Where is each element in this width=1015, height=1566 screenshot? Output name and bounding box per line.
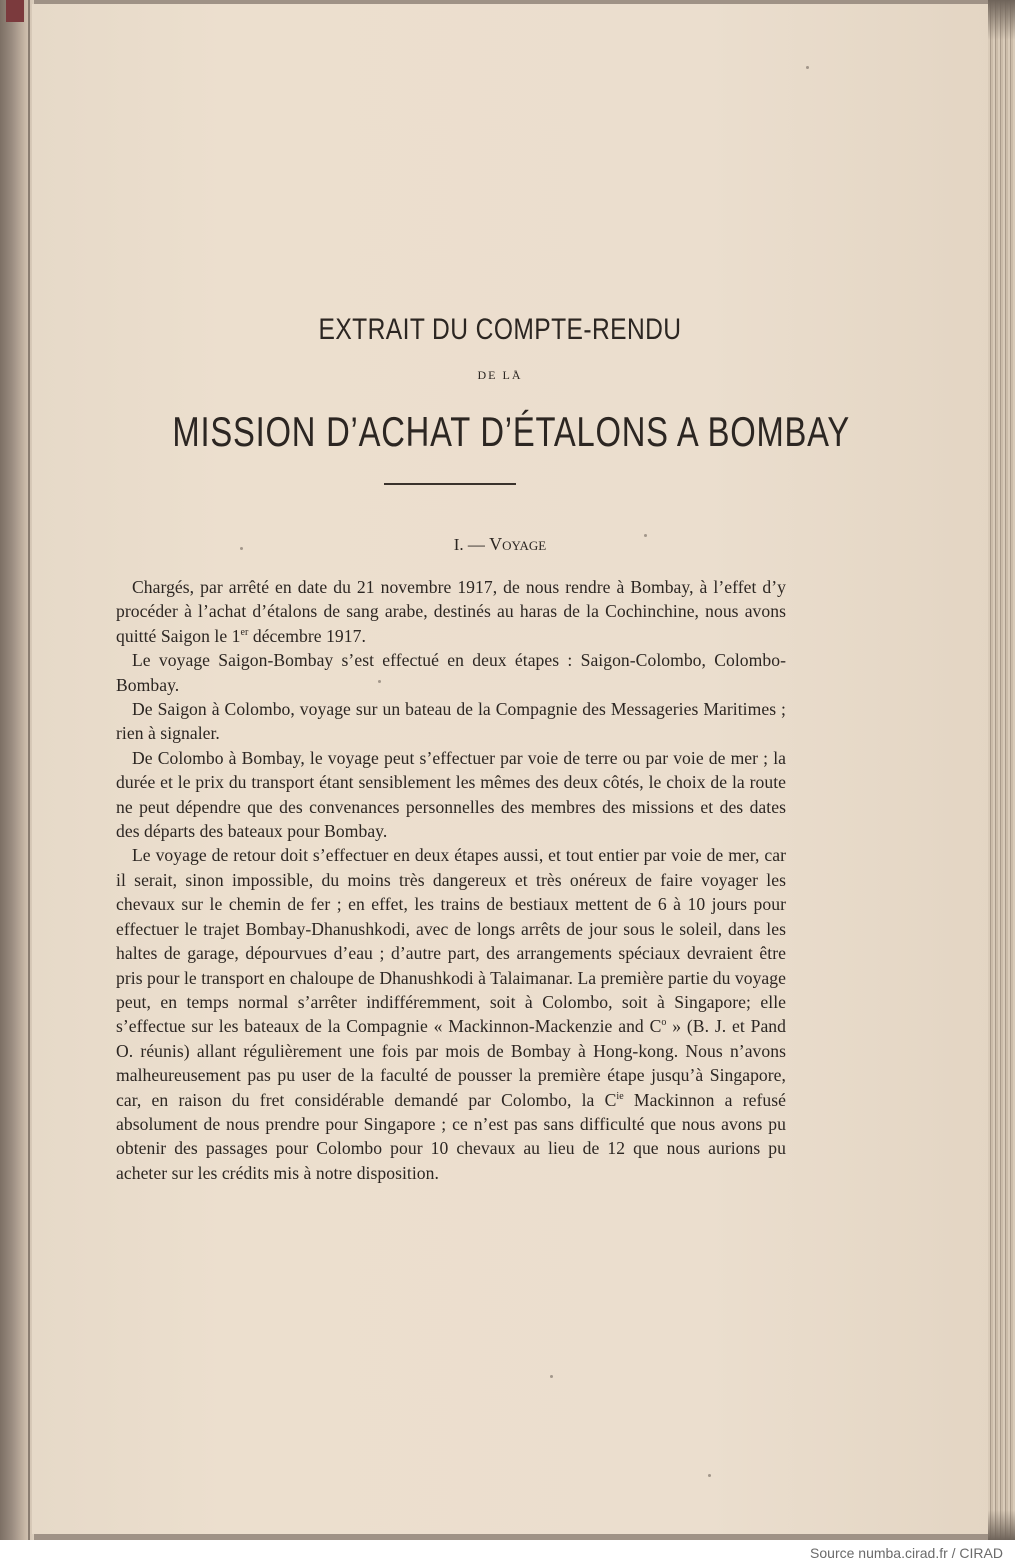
title-divider xyxy=(384,483,516,485)
paragraph: De Saigon à Colombo, voyage sur un bateau de la Compagnie des Messageries Maritimes ; rien à signaler. xyxy=(116,699,786,744)
paragraph xyxy=(116,575,786,648)
section-title: Voyage xyxy=(489,534,547,554)
section-number: I. — xyxy=(453,535,490,554)
paper-speck xyxy=(708,1474,711,1477)
section-heading xyxy=(330,534,670,555)
document-title-line2: DE LA xyxy=(477,368,523,382)
paper-speck xyxy=(240,547,243,550)
paragraph: De Colombo à Bombay, le voyage peut s’effectuer par voie de terre ou par voie de mer ; la durée et le prix du transport étant sensiblement les mêmes des deux côtés, le choix de la route ne peut dépendre que des convenances personnelles des membres des missions et des dates des départs des bateaux pour Bombay. xyxy=(116,747,786,842)
paragraph: Le voyage Saigon-Bombay s’est effectué en deux étapes : Saigon-Colombo, Colombo-Bombay. xyxy=(116,650,786,695)
page-stack-edge xyxy=(988,0,1015,1540)
paragraph-text: Mackinnon a refusé absolument de nous prendre pour Singapore ; ce n’est pas sans difficulté que nous avons pu obtenir des passages pour Colombo pour 10 chevaux au lieu de 12 que nous aurions pu acheter sur les crédits mis à notre disposition. xyxy=(116,1089,786,1183)
bookmark-ribbon xyxy=(6,0,24,22)
paper-speck xyxy=(806,66,809,69)
book-binding-edge xyxy=(0,0,34,1540)
paragraph-text: » (B. J. et Pand O. réunis) allant régulièrement une fois par mois de Bombay à Hong-kong. Nous n’avons malheureusement pas pu user de la faculté de pousser la première étape jusqu’à Singapore, car, en raison du fret considérable demandé par Colombo, la C xyxy=(116,1016,786,1110)
superscript: ie xyxy=(616,1090,624,1102)
paragraph-text: Chargés, par arrêté en date du 21 novembre 1917, de nous rendre à Bombay, à l’effet d’y procéder à l’achat d’étalons de sang arabe, destinés au haras de la Cochinchine, nous avons quitté Saigon le 1 xyxy=(116,577,786,646)
paper-speck xyxy=(550,1375,553,1378)
superscript: o xyxy=(661,1017,667,1029)
paragraph-text: Le voyage de retour doit s’effectuer en deux étapes aussi, et tout entier par voie de mer, car il serait, sinon impossible, du moins très dangereux et très onéreux de faire voyager les chevaux sur le chemin de fer ; en effet, les trains de bestiaux mettent de 6 à 10 jours pour effectuer le trajet Bombay-Dhanushkodi, avec de longs arrêts de jour sous le soleil, dans les haltes de garage, dépourvues d’eau ; d’autre part, des arrangements spéciaux devraient être pris pour le transport en chaloupe de Dhanushkodi à Talaimanar. La première partie du voyage peut, en temps normal s’arrêter indifféremment, soit à Colombo, soit à Singapore; elle s’effectue sur les bateaux de la Compagnie « Mackinnon-Mackenzie and C xyxy=(116,845,786,1037)
document-title-main: MISSION D’ACHAT D’ÉTALONS A BOMBAY xyxy=(172,408,851,455)
body-text xyxy=(116,575,786,1185)
footer-bar xyxy=(0,1540,1015,1566)
superscript: er xyxy=(240,626,249,638)
document-title-line1: EXTRAIT DU COMPTE-RENDU xyxy=(318,313,682,346)
paragraph-text: décembre 1917. xyxy=(248,625,366,646)
source-credit: Source numba.cirad.fr / CIRAD xyxy=(810,1545,1003,1561)
paragraph xyxy=(116,843,786,1185)
